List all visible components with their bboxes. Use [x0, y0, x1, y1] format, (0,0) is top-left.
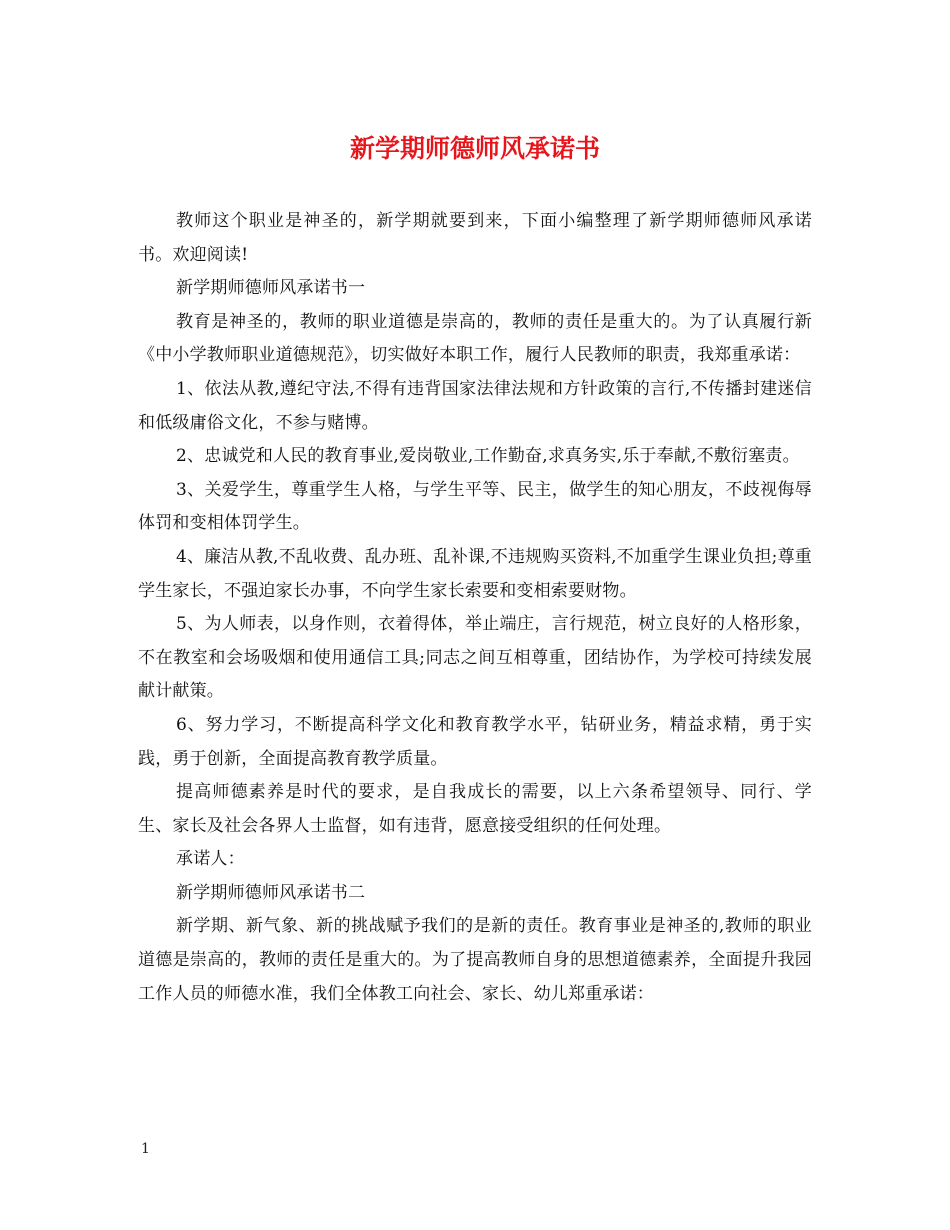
paragraph-section-two: 新学期、新气象、新的挑战赋予我们的是新的责任。教育事业是神圣的,教师的职业道德是崇高的，教师的责任是重大的。为了提高教师自身的思想道德素养，全面提升我园工作人员的师德水准，我们全体教工向社会、家长、幼儿郑重承诺： [138, 916, 812, 1004]
section-heading-two: 新学期师德师风承诺书二 [176, 882, 366, 903]
signature-label: 承诺人： [176, 849, 245, 870]
pledge-item-1: 1、依法从教,遵纪守法,不得有违背国家法律法规和方针政策的言行,不传播封建迷信和低级庸俗文化，不参与赌博。 [138, 378, 812, 433]
section-heading-one: 新学期师德师风承诺书一 [176, 278, 366, 299]
page-number: 1 [141, 1141, 150, 1157]
paragraph-preamble: 教育是神圣的，教师的职业道德是崇高的，教师的责任是重大的。为了认真履行新《中小学教师职业道德规范》，切实做好本职工作，履行人民教师的职责，我郑重承诺： [138, 311, 812, 366]
pledge-item-6: 6、努力学习，不断提高科学文化和教育教学水平，钻研业务，精益求精，勇于实践，勇于创新，全面提高教育教学质量。 [138, 714, 812, 769]
pledge-item-3: 3、关爱学生，尊重学生人格，与学生平等、民主，做学生的知心朋友，不歧视侮辱体罚和变相体罚学生。 [138, 479, 812, 534]
document-title: 新学期师德师风承诺书 [349, 134, 600, 163]
document-body [138, 205, 812, 1011]
pledge-item-2: 2、忠诚党和人民的教育事业,爱岗敬业,工作勤奋,求真务实,乐于奉献,不敷衍塞责。 [176, 446, 800, 467]
paragraph-intro: 教师这个职业是神圣的，新学期就要到来，下面小编整理了新学期师德师风承诺书。欢迎阅读! [138, 211, 812, 265]
pledge-item-4: 4、廉洁从教,不乱收费、乱办班、乱补课,不违规购买资料,不加重学生课业负担;尊重学生家长，不强迫家长办事，不向学生家长索要和变相索要财物。 [138, 546, 812, 601]
pledge-item-5: 5、为人师表，以身作则，衣着得体，举止端庄，言行规范，树立良好的人格形象，不在教室和会场吸烟和使用通信工具;同志之间互相尊重，团结协作，为学校可持续发展献计献策。 [138, 614, 812, 702]
paragraph-closing: 提高师德素养是时代的要求，是自我成长的需要，以上六条希望领导、同行、学生、家长及社会各界人士监督，如有违背，愿意接受组织的任何处理。 [138, 782, 812, 836]
